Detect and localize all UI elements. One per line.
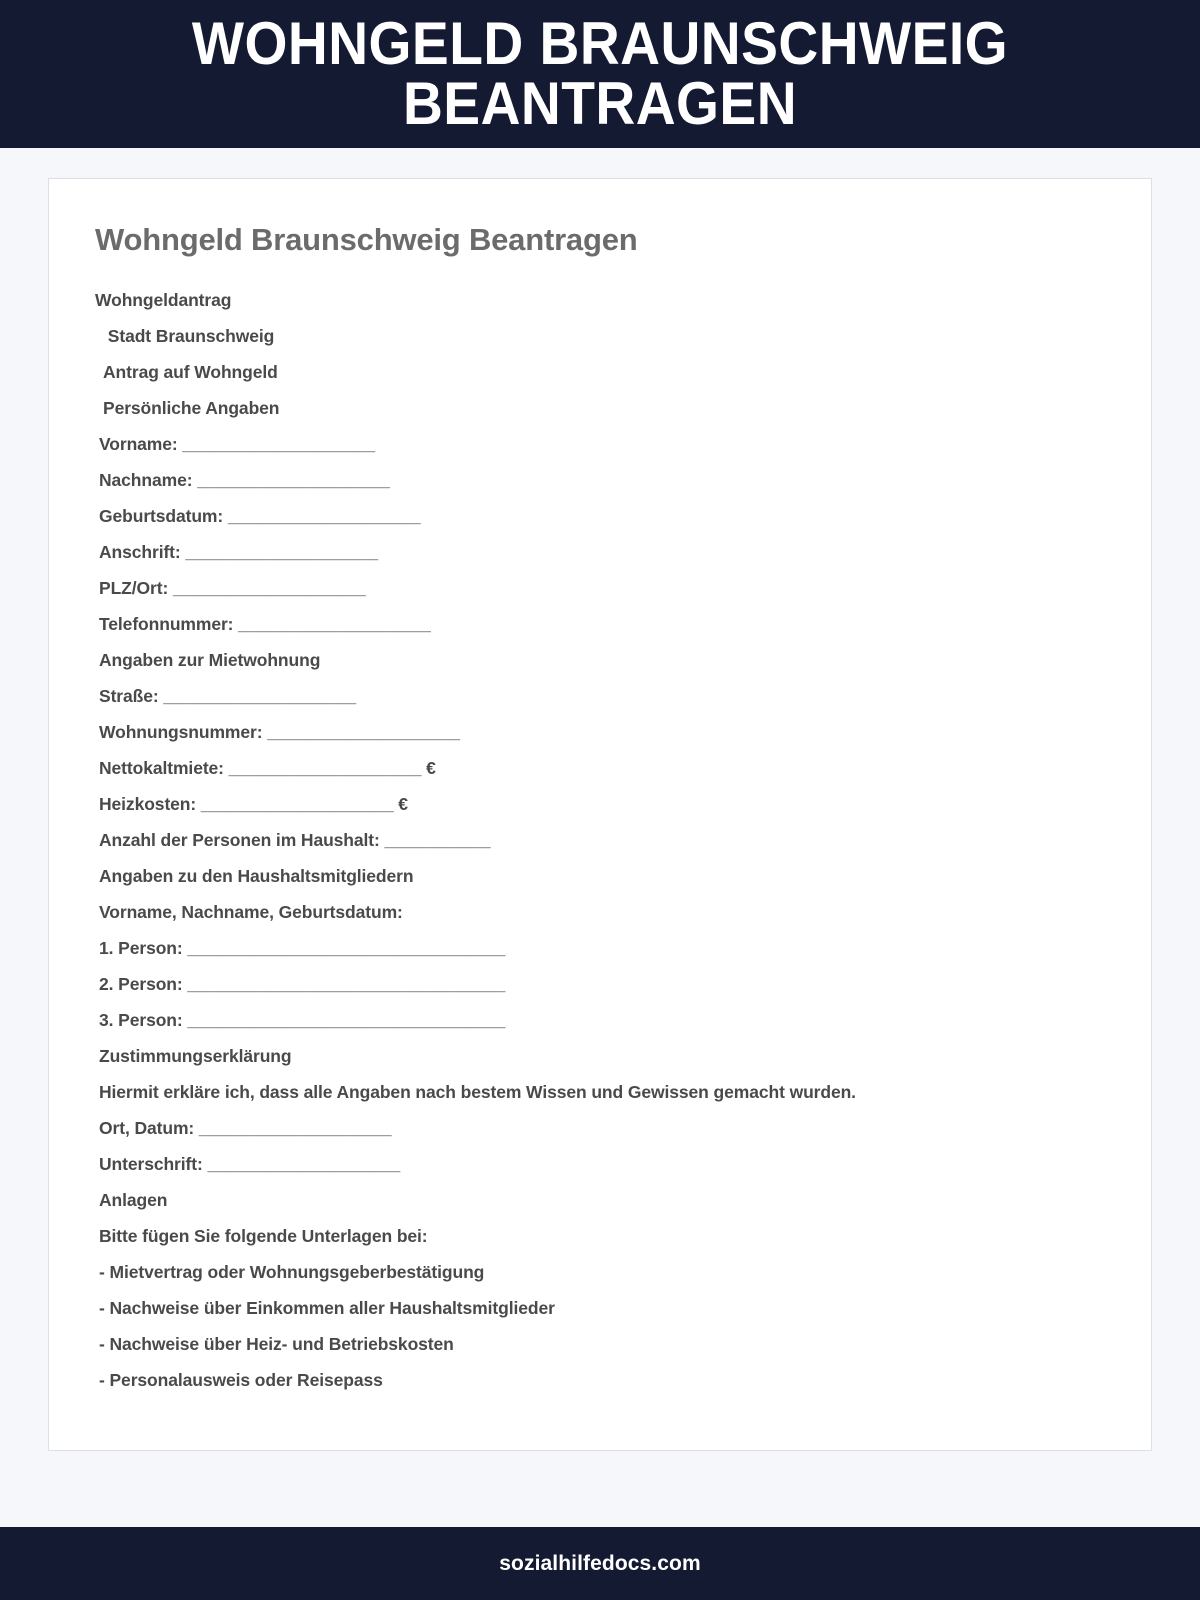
- document-line: Telefonnummer: ____________________: [99, 614, 431, 635]
- document-line: - Nachweise über Heiz- und Betriebskosten: [99, 1334, 454, 1355]
- document-line: Geburtsdatum: ____________________: [99, 506, 421, 527]
- document-line: - Mietvertrag oder Wohnungsgeberbestätigung: [99, 1262, 485, 1283]
- document-line: Anzahl der Personen im Haushalt: ___________: [99, 830, 491, 851]
- document-line: 2. Person: _________________________________: [99, 974, 506, 995]
- document-line: - Nachweise über Einkommen aller Haushaltsmitglieder: [99, 1298, 555, 1319]
- document-line: Hiermit erkläre ich, dass alle Angaben nach bestem Wissen und Gewissen gemacht wurden.: [99, 1082, 856, 1103]
- document-body: [93, 292, 1107, 1390]
- document-line: Heizkosten: ____________________ €: [99, 794, 408, 815]
- page-masthead: [0, 0, 1200, 148]
- document-line: 1. Person: _________________________________: [99, 938, 506, 959]
- document-line: Stadt Braunschweig: [103, 326, 275, 347]
- document-line: Vorname, Nachname, Geburtsdatum:: [99, 902, 403, 923]
- document-line: Persönliche Angaben: [103, 398, 280, 419]
- document-line: - Personalausweis oder Reisepass: [99, 1370, 383, 1391]
- document-line: Nachname: ____________________: [99, 470, 390, 491]
- document-line: Ort, Datum: ____________________: [99, 1118, 392, 1139]
- document-line: Straße: ____________________: [99, 686, 357, 707]
- document-line: Zustimmungserklärung: [99, 1046, 292, 1067]
- page-footer: [0, 1527, 1200, 1600]
- document-line: Wohngeldantrag: [95, 290, 232, 311]
- document-line: Antrag auf Wohngeld: [103, 362, 278, 383]
- document-line: Anschrift: ____________________: [99, 542, 379, 563]
- document-line: Bitte fügen Sie folgende Unterlagen bei:: [99, 1226, 428, 1247]
- masthead-title: WOHNGELD BRAUNSCHWEIG BEANTRAGEN: [191, 10, 1009, 137]
- document-line: Angaben zur Mietwohnung: [99, 650, 321, 671]
- document-line: Unterschrift: ____________________: [99, 1154, 401, 1175]
- content-area: [0, 148, 1200, 1527]
- document-line: 3. Person: _________________________________: [99, 1010, 506, 1031]
- document-line: Vorname: ____________________: [99, 434, 376, 455]
- document-card: [48, 178, 1152, 1451]
- document-line: Anlagen: [99, 1190, 168, 1211]
- document-title: Wohngeld Braunschweig Beantragen: [95, 222, 638, 257]
- document-line: Angaben zu den Haushaltsmitgliedern: [99, 866, 414, 887]
- document-line: Nettokaltmiete: ____________________ €: [99, 758, 436, 779]
- footer-site-name: sozialhilfedocs.com: [499, 1551, 701, 1575]
- document-line: PLZ/Ort: ____________________: [99, 578, 366, 599]
- document-line: Wohnungsnummer: ____________________: [99, 722, 460, 743]
